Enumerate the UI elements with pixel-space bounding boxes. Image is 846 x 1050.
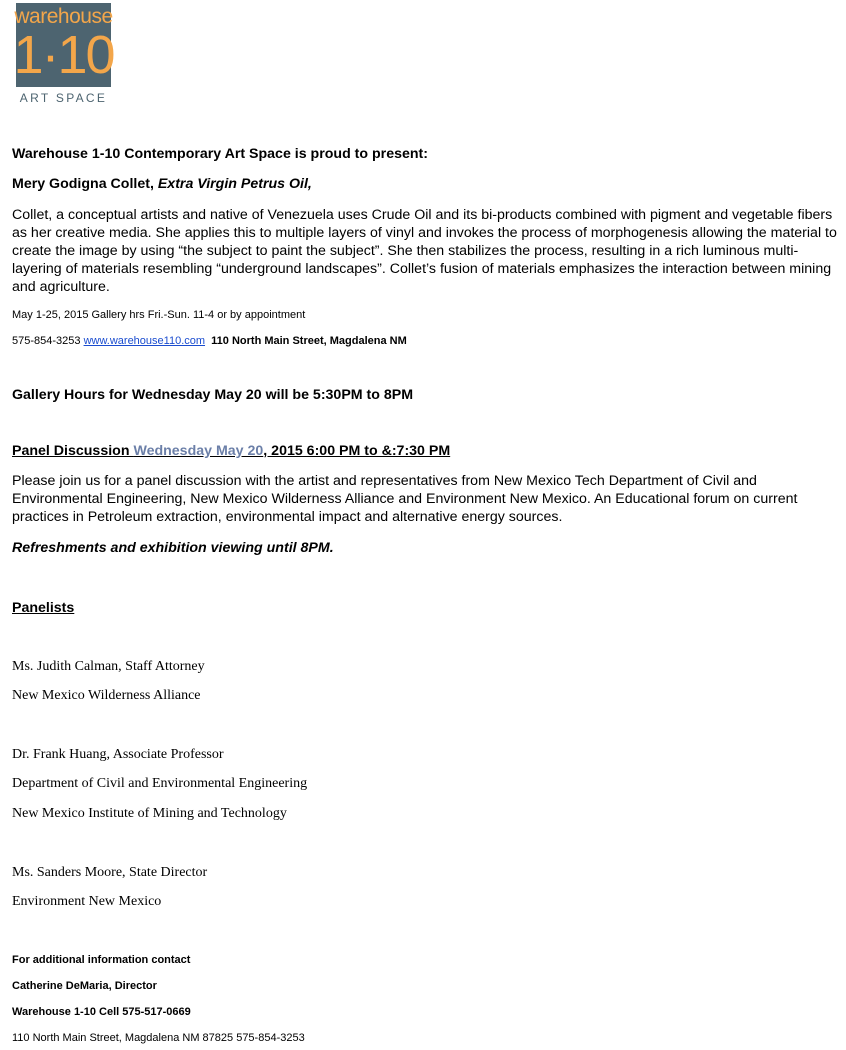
exhibit-description: Collet, a conceptual artists and native of Venezuela uses Crude Oil and its bi-products combined with pigment and vegetable fibers as her creative media. She applies this to multiple layers of vinyl and invokes the process of morphogenesis allowing the material to create the image by using “the subject to paint the subject”. She then stabilizes the process, resulting in a rich luminous multi-layering of materials resembling “underground landscapes”. Collet’s fusion of materials emphasizes the interaction between mining and agriculture.	[12, 207, 837, 295]
panel-date-link[interactable]: Wednesday May 20	[133, 443, 264, 459]
intro-heading: Warehouse 1-10 Contemporary Art Space is proud to present:	[12, 146, 428, 162]
refreshments-note: Refreshments and exhibition viewing until 8PM.	[12, 540, 334, 556]
panelist-2-dept: Department of Civil and Environmental Engineering	[12, 776, 308, 791]
contact-line	[12, 334, 407, 348]
exhibit-title	[12, 175, 312, 193]
panelist-1-title: Ms. Judith Calman, Staff Attorney	[12, 659, 205, 674]
website-link[interactable]: www.warehouse110.com	[83, 335, 206, 347]
panelist-3-org: Environment New Mexico	[12, 894, 162, 909]
panelists-heading: Panelists	[12, 600, 75, 616]
logo-badge	[13, 3, 114, 87]
panelist-1-org: New Mexico Wilderness Alliance	[12, 688, 201, 703]
panelist-3-title: Ms. Sanders Moore, State Director	[12, 865, 208, 880]
contact-address: 110 North Main Street, Magdalena NM 87825 575-854-3253	[12, 1032, 305, 1044]
warehouse-logo	[13, 3, 114, 105]
panel-description: Please join us for a panel discussion with the artist and representatives from New Mexico Tech Department of Civil and Environmental Engineering, New Mexico Wilderness Alliance and Environment New Mexico. An Educational forum on current practices in Petroleum extraction, environmental impact and alternative energy sources.	[12, 473, 798, 525]
contact-phone: Warehouse 1-10 Cell 575-517-0669	[12, 1006, 191, 1018]
panelist-2-org: New Mexico Institute of Mining and Technology	[12, 806, 287, 821]
gallery-hours: Gallery Hours for Wednesday May 20 will be 5:30PM to 8PM	[12, 387, 414, 403]
gallery-address: 110 North Main Street, Magdalena NM	[211, 335, 407, 347]
panelist-2-title: Dr. Frank Huang, Associate Professor	[12, 747, 224, 762]
panel-heading	[12, 442, 450, 460]
contact-heading: For additional information contact	[12, 954, 191, 966]
contact-name: Catherine DeMaria, Director	[12, 980, 157, 992]
panel-time: , 2015 6:00 PM to &:7:30 PM	[263, 443, 451, 459]
panel-label: Panel Discussion	[12, 443, 134, 459]
exhibit-name: Extra Virgin Petrus Oil,	[157, 176, 312, 192]
phone-number: 575-854-3253	[12, 335, 84, 347]
exhibit-dates: May 1-25, 2015 Gallery hrs Fri.-Sun. 11-4 or by appointment	[12, 309, 306, 321]
logo-wordmark: warehouse	[14, 5, 113, 28]
artist-name: Mery Godigna Collet,	[12, 176, 158, 192]
logo-subtitle: ART SPACE	[19, 91, 108, 105]
logo-number: 1·10	[13, 25, 114, 85]
